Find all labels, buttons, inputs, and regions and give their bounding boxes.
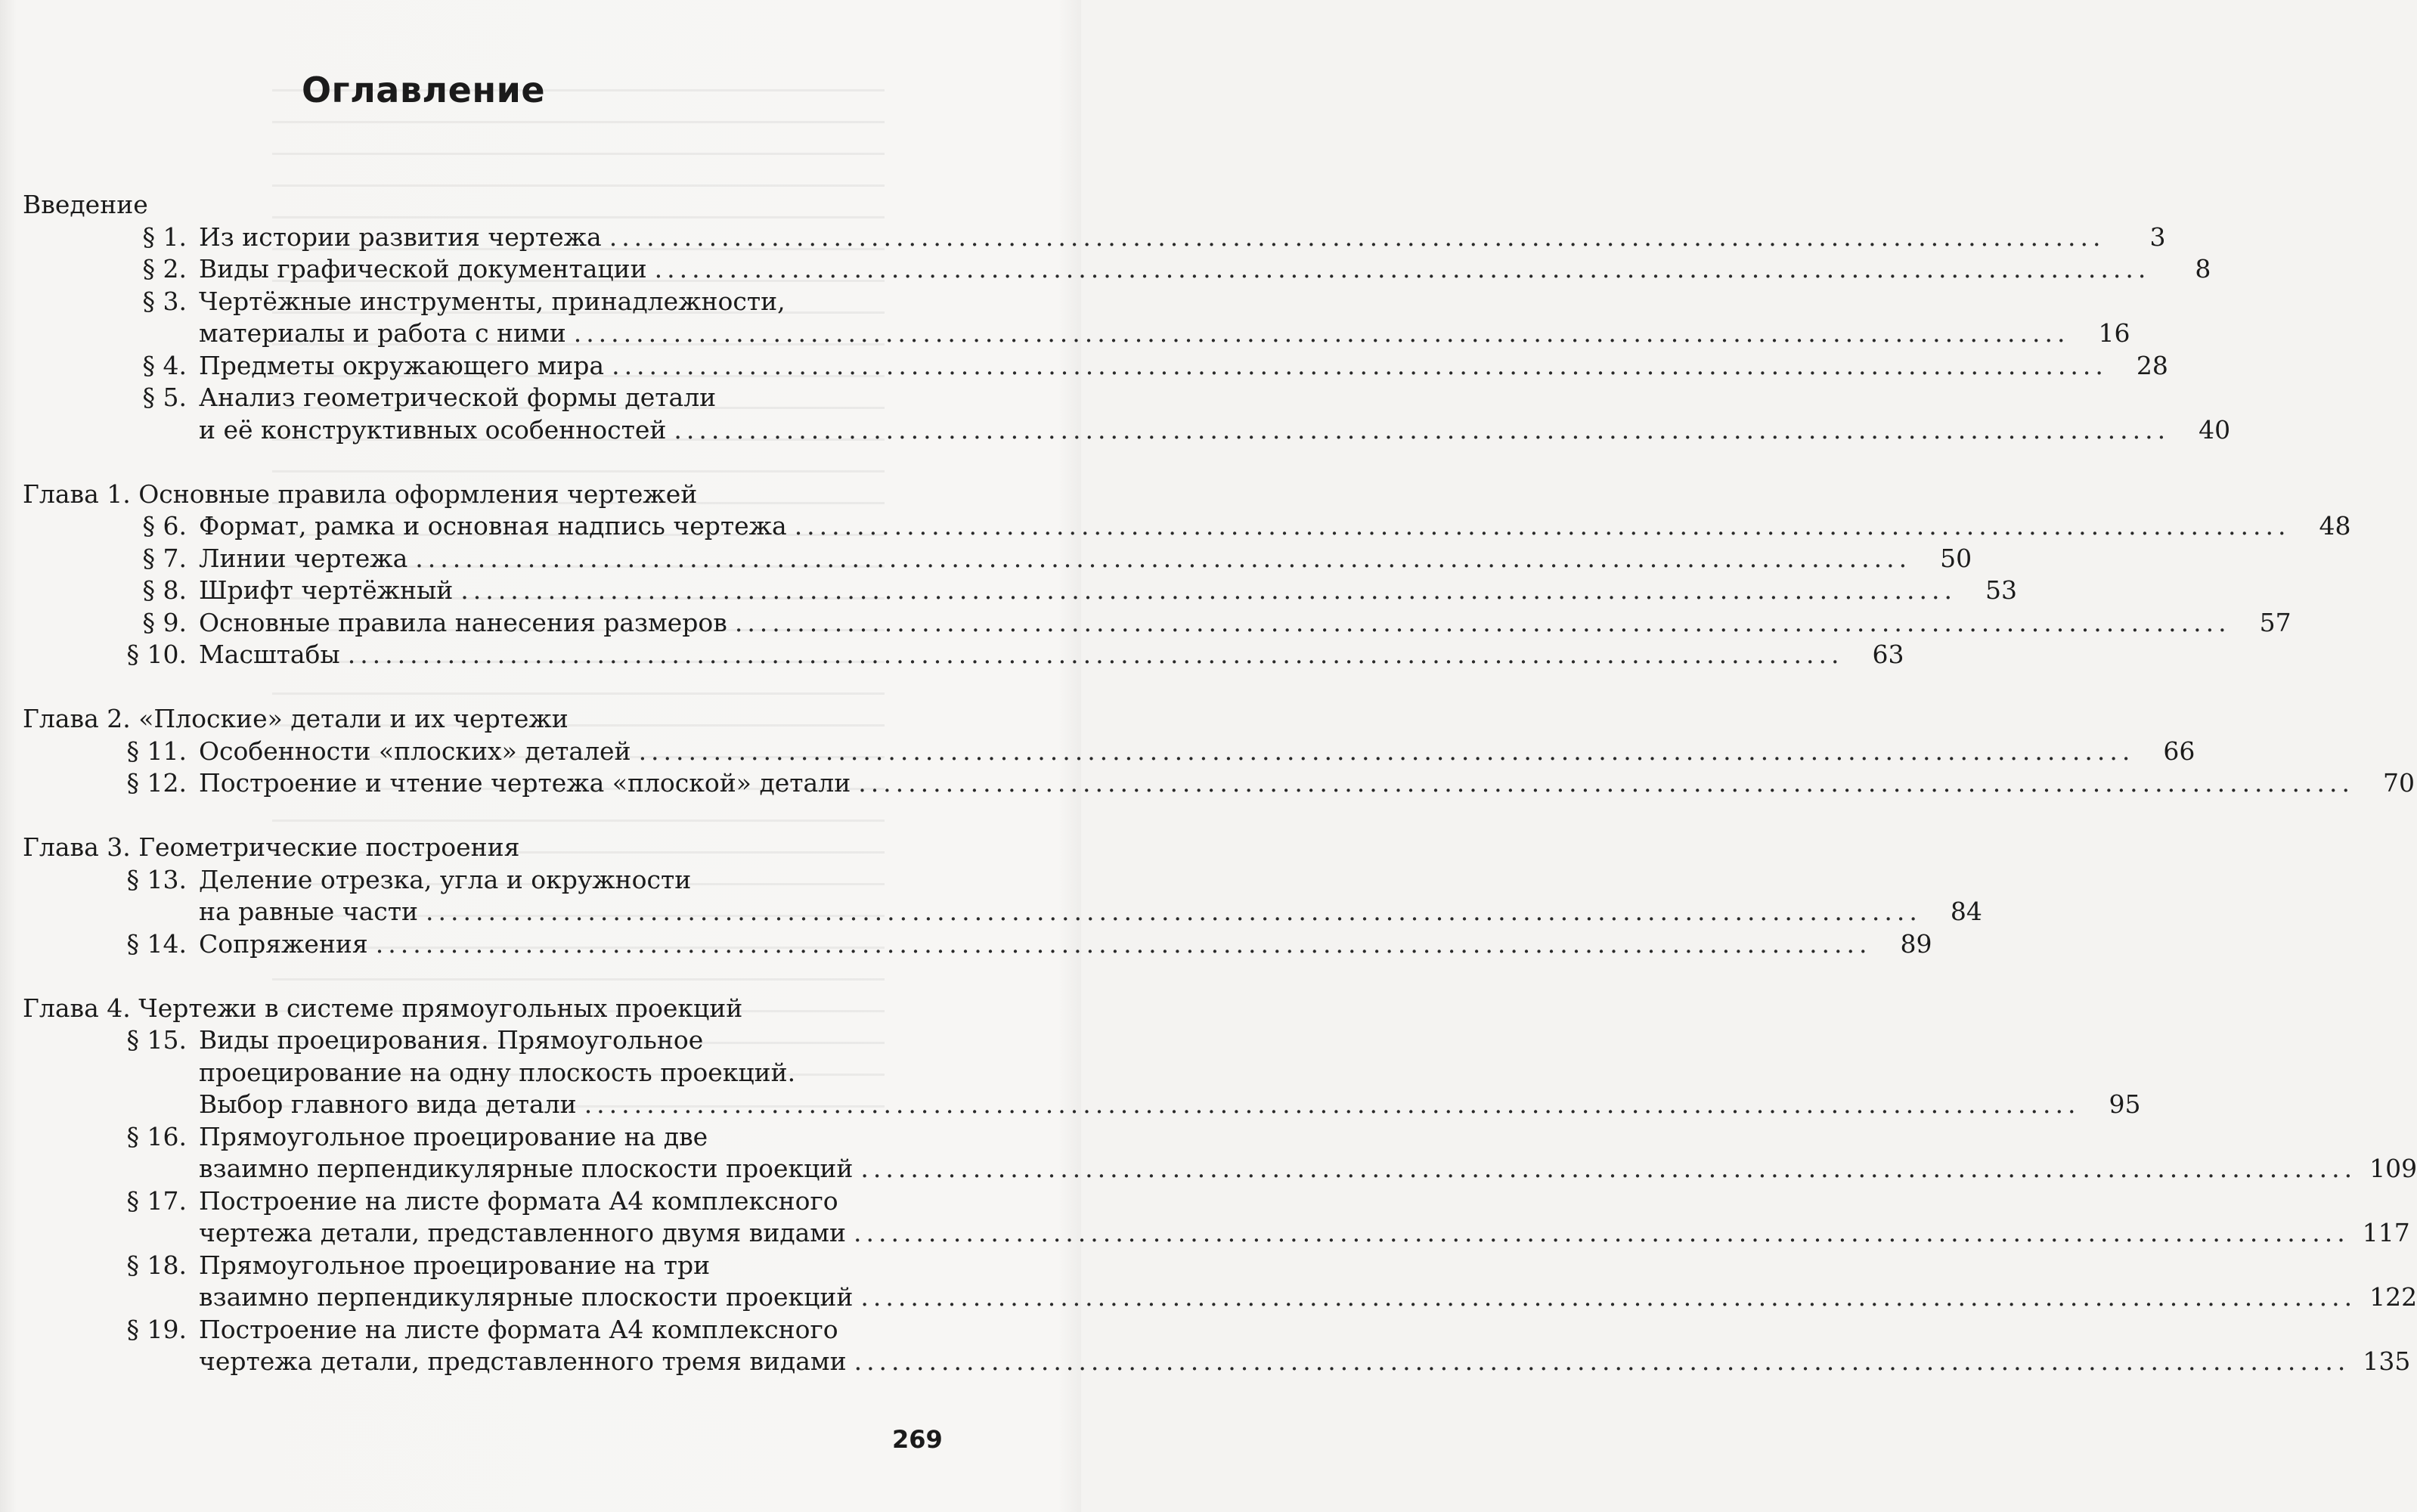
spacer xyxy=(23,671,977,704)
section-number: § 4. xyxy=(142,350,187,380)
toc-entry[interactable] xyxy=(23,253,2211,286)
section-title-line: Построение на листе формата А4 комплексного xyxy=(199,1314,838,1344)
dot-leader: ........................................................................................................................ xyxy=(858,768,2354,798)
section-number: § 16. xyxy=(126,1121,187,1151)
section-title-line xyxy=(199,1217,2410,1250)
section-title-text: материалы и работа с ними xyxy=(199,318,566,348)
section-title-line: Прямоугольное проецирование на две xyxy=(199,1121,708,1151)
dot-leader: ........................................................................................................................ xyxy=(854,1346,2350,1376)
section-number: § 13. xyxy=(126,864,187,894)
dot-leader: ........................................................................................................................ xyxy=(609,222,2106,252)
section-title-text: Из истории развития чертежа xyxy=(199,222,602,252)
toc-entry[interactable] xyxy=(23,767,2415,800)
section-number: § 18. xyxy=(126,1250,187,1280)
section-title-text: Виды графической документации xyxy=(199,254,647,284)
section-title-line xyxy=(199,607,2292,640)
section-number: § 7. xyxy=(142,543,187,573)
section-title-text: Предметы окружающего мира xyxy=(199,350,605,380)
section-title-line xyxy=(199,350,2168,383)
section-title-line: Анализ геометрической формы детали xyxy=(199,383,717,412)
section-title xyxy=(199,1314,2411,1378)
page-ref: 48 xyxy=(2319,511,2351,541)
section-title-line xyxy=(199,896,1982,928)
page-ref: 3 xyxy=(2149,222,2166,252)
section-title-line: Чертёжные инструменты, принадлежности, xyxy=(199,286,786,316)
dot-leader: ........................................................................................................................ xyxy=(584,1089,2081,1119)
section-title-text: Выбор главного вида детали xyxy=(199,1089,577,1119)
section-title-text: Линии чертежа xyxy=(199,543,408,573)
section-title-line xyxy=(199,318,2130,350)
toc-entry[interactable] xyxy=(23,286,2130,350)
page-ref: 16 xyxy=(2098,318,2130,348)
section-title-line: Виды проецирования. Прямоугольное xyxy=(199,1025,704,1055)
toc-entry[interactable] xyxy=(23,575,2018,607)
section-title xyxy=(199,1250,2417,1314)
section-title-line xyxy=(199,928,1932,961)
toc-entry[interactable] xyxy=(23,1250,2417,1314)
section-title-text: Шрифт чертёжный xyxy=(199,575,454,605)
section-title-line: проецирование на одну плоскость проекций. xyxy=(199,1057,796,1087)
toc-chapter-heading[interactable]: Введение xyxy=(23,190,148,219)
page-ref: 95 xyxy=(2109,1089,2141,1119)
section-title xyxy=(199,510,2351,543)
section-title-text: Основные правила нанесения размеров xyxy=(199,607,727,637)
dot-leader: ........................................................................................................................ xyxy=(853,1218,2350,1247)
table-of-contents xyxy=(23,189,2417,1378)
dot-leader: ........................................................................................................................ xyxy=(573,318,2070,348)
section-title-text: на равные части xyxy=(199,897,419,926)
section-title-line: Прямоугольное проецирование на три xyxy=(199,1250,711,1280)
section-title-text: чертежа детали, представленного двумя видами xyxy=(199,1218,846,1247)
section-number: § 9. xyxy=(142,607,187,637)
page-ref: 53 xyxy=(1985,575,2018,605)
section-number: § 12. xyxy=(126,768,187,798)
dot-leader: ........................................................................................................................ xyxy=(415,543,1912,573)
section-title xyxy=(199,222,2166,254)
section-title-line xyxy=(199,1153,2417,1185)
section-title-line xyxy=(199,575,2018,607)
dot-leader: ........................................................................................................................ xyxy=(638,736,2135,766)
toc-entry[interactable] xyxy=(23,1314,2411,1378)
section-title-line xyxy=(199,639,1904,671)
section-title-line: Деление отрезка, угла и окружности xyxy=(199,864,692,894)
section-title-text: взаимно перпендикулярные плоскости проекций xyxy=(199,1154,854,1183)
toc-entry[interactable] xyxy=(23,1024,2141,1121)
section-number: § 14. xyxy=(126,928,187,959)
toc-chapter-heading[interactable]: Глава 1. Основные правила оформления чертежей xyxy=(23,479,698,509)
toc-entry[interactable] xyxy=(23,736,2195,768)
section-title xyxy=(199,1024,2141,1121)
section-title-line xyxy=(199,1281,2417,1314)
section-title xyxy=(199,607,2292,640)
section-title-text: Масштабы xyxy=(199,640,340,669)
toc-entry[interactable] xyxy=(23,639,1904,671)
section-title-text: Формат, рамка и основная надпись чертежа xyxy=(199,511,787,541)
page-number: 269 xyxy=(892,1425,943,1454)
section-title-line xyxy=(199,736,2195,768)
section-title xyxy=(199,543,1972,575)
dot-leader: ........................................................................................................................ xyxy=(612,350,2108,380)
spacer xyxy=(23,800,977,832)
section-number: § 17. xyxy=(126,1185,187,1216)
section-title-line xyxy=(199,222,2166,254)
toc-entry[interactable] xyxy=(23,607,2292,640)
toc-entry[interactable] xyxy=(23,1185,2410,1250)
page-ref: 109 xyxy=(2369,1154,2417,1183)
toc-chapter-heading[interactable]: Глава 4. Чертежи в системе прямоугольных проекций xyxy=(23,993,743,1023)
dot-leader: ........................................................................................................................ xyxy=(460,575,1957,605)
toc-entry[interactable] xyxy=(23,382,2231,446)
page-ref: 40 xyxy=(2199,414,2231,445)
section-title xyxy=(199,928,1932,961)
dot-leader: ........................................................................................................................ xyxy=(734,607,2231,637)
dot-leader: ........................................................................................................................ xyxy=(375,928,1872,959)
section-title-text: чертежа детали, представленного тремя видами xyxy=(199,1346,847,1376)
section-number: § 10. xyxy=(126,640,187,669)
toc-entry[interactable] xyxy=(23,510,2351,543)
page-ref: 84 xyxy=(1950,897,1982,926)
dot-leader: ........................................................................................................................ xyxy=(860,1282,2357,1312)
dot-leader: ........................................................................................................................ xyxy=(654,254,2151,284)
section-title-line: Построение на листе формата А4 комплексного xyxy=(199,1185,838,1216)
section-number: § 2. xyxy=(142,254,187,284)
section-title-text: взаимно перпендикулярные плоскости проекций xyxy=(199,1282,854,1312)
page-title: Оглавление xyxy=(301,70,546,110)
toc-entry[interactable] xyxy=(23,928,1932,961)
section-number: § 8. xyxy=(142,575,187,605)
toc-chapter-heading[interactable]: Глава 2. «Плоские» детали и их чертежи xyxy=(23,704,569,733)
page-ref: 57 xyxy=(2259,607,2292,637)
section-number: § 11. xyxy=(126,736,187,766)
section-title-line xyxy=(199,510,2351,543)
page-ref: 135 xyxy=(2363,1346,2411,1376)
section-title xyxy=(199,767,2415,800)
page-ref: 70 xyxy=(2382,768,2415,798)
toc-entry[interactable] xyxy=(23,543,1972,575)
dot-leader: ........................................................................................................................ xyxy=(794,511,2291,541)
toc-entry[interactable] xyxy=(23,222,2166,254)
section-number: § 19. xyxy=(126,1314,187,1344)
toc-entry[interactable] xyxy=(23,350,2168,383)
section-title-line xyxy=(199,253,2211,286)
section-number: § 3. xyxy=(142,286,187,316)
toc-entry[interactable] xyxy=(23,1121,2417,1185)
page-ref: 66 xyxy=(2163,736,2195,766)
section-title xyxy=(199,575,2018,607)
section-title xyxy=(199,639,1904,671)
section-title-line xyxy=(199,767,2415,800)
section-title-line xyxy=(199,1346,2411,1378)
section-number: § 1. xyxy=(142,222,187,252)
section-title-line xyxy=(199,543,1972,575)
dot-leader: ........................................................................................................................ xyxy=(674,414,2171,445)
section-title xyxy=(199,736,2195,768)
dot-leader: ........................................................................................................................ xyxy=(426,897,1922,926)
section-title-text: Сопряжения xyxy=(199,928,368,959)
section-number: § 5. xyxy=(142,383,187,412)
page-ref: 50 xyxy=(1940,543,1972,573)
section-title-text: Построение и чтение чертежа «плоской» детали xyxy=(199,768,851,798)
section-title xyxy=(199,382,2231,446)
dot-leader: ........................................................................................................................ xyxy=(860,1154,2357,1183)
section-number: § 15. xyxy=(126,1025,187,1055)
section-title xyxy=(199,864,1982,928)
section-title-text: и её конструктивных особенностей xyxy=(199,414,667,445)
section-number: § 6. xyxy=(142,511,187,541)
section-title-line xyxy=(199,1089,2141,1121)
section-title xyxy=(199,1185,2410,1250)
section-title xyxy=(199,350,2168,383)
page-ref: 63 xyxy=(1872,640,1904,669)
page-ref: 117 xyxy=(2362,1218,2410,1247)
section-title xyxy=(199,253,2211,286)
section-title-line xyxy=(199,414,2231,447)
section-title xyxy=(199,286,2130,350)
spacer xyxy=(23,960,977,993)
section-title xyxy=(199,1121,2417,1185)
page-ref: 122 xyxy=(2369,1282,2417,1312)
toc-entry[interactable] xyxy=(23,864,1982,928)
section-title-text: Особенности «плоских» деталей xyxy=(199,736,631,766)
dot-leader: ........................................................................................................................ xyxy=(347,640,1844,669)
page-ref: 8 xyxy=(2195,254,2211,284)
page-ref: 28 xyxy=(2136,350,2168,380)
spacer xyxy=(23,446,977,479)
page-ref: 89 xyxy=(1900,928,1932,959)
toc-chapter-heading[interactable]: Глава 3. Геометрические построения xyxy=(23,832,520,862)
